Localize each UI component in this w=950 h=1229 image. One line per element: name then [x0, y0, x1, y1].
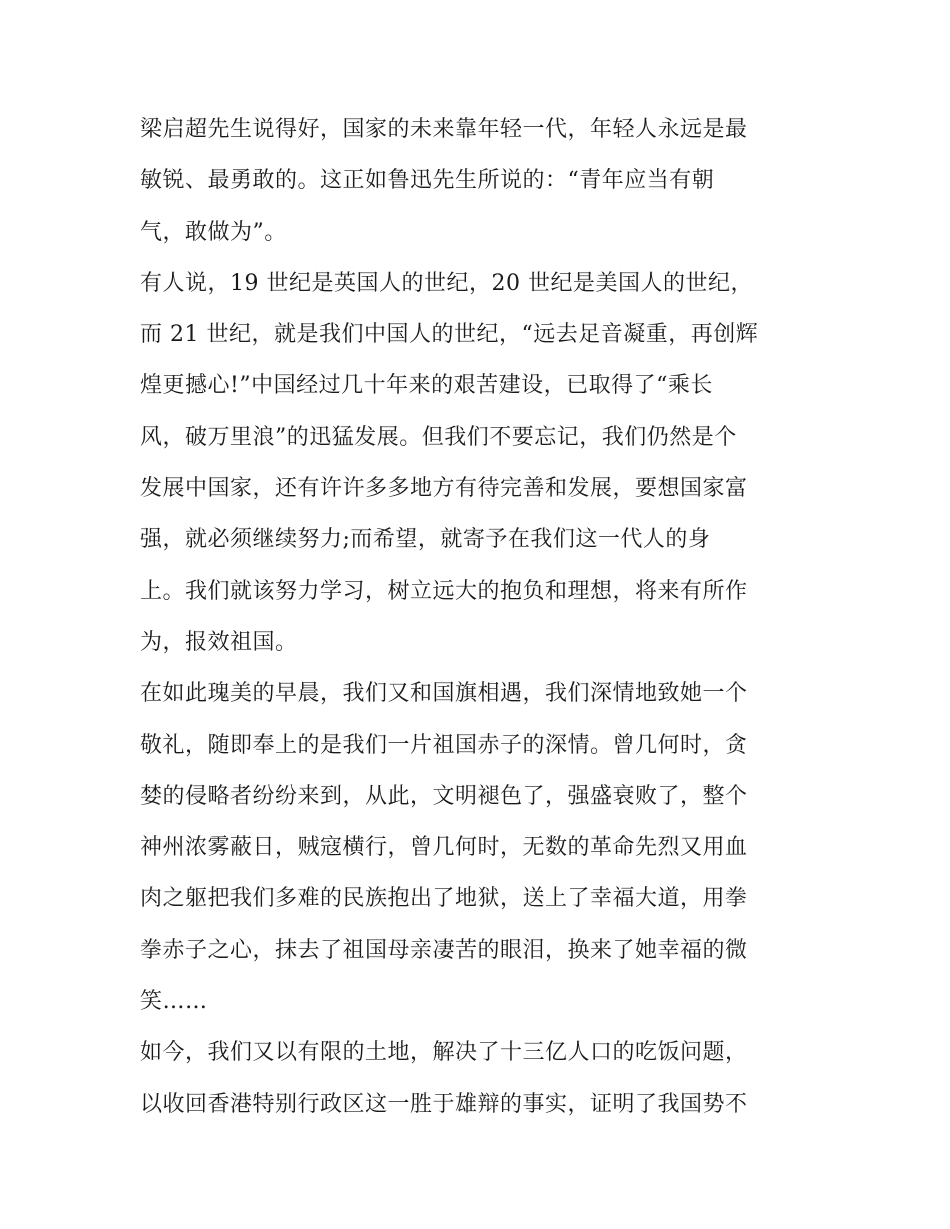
text-line: 敬礼，随即奉上的是我们一片祖国赤子的深情。曾几何时，贪 [140, 732, 748, 758]
text-line: 神州浓雾蔽日，贼寇横行，曾几何时，无数的革命先烈又用血 [140, 835, 748, 861]
text-line: 发展中国家，还有许许多多地方有待完善和发展，要想国家富 [140, 476, 748, 502]
body-text [140, 104, 820, 1130]
text-line: 而 21 世纪，就是我们中国人的世纪，“远去足音凝重，再创辉 [140, 322, 759, 348]
text-line: 笑…… [140, 989, 208, 1015]
text-line: 敏锐、最勇敢的。这正如鲁迅先生所说的：“青年应当有朝 [140, 168, 715, 194]
text-line: 婪的侵略者纷纷来到，从此，文明褪色了，强盛衰败了，整个 [140, 783, 748, 809]
text-line: 气，敢做为”。 [140, 219, 287, 245]
text-line: 为，报效祖国。 [140, 629, 298, 655]
text-line: 拳赤子之心，抹去了祖国母亲凄苦的眼泪，换来了她幸福的微 [140, 937, 748, 963]
text-line: 如今，我们又以有限的土地，解决了十三亿人口的吃饭问题， [140, 1040, 748, 1066]
text-line: 以收回香港特别行政区这一胜于雄辩的事实，证明了我国势不 [140, 1091, 748, 1117]
text-line: 梁启超先生说得好，国家的未来靠年轻一代，年轻人永远是最 [140, 117, 748, 142]
text-line: 肉之躯把我们多难的民族抱出了地狱，送上了幸福大道，用拳 [140, 886, 748, 912]
text-line: 风，破万里浪”的迅猛发展。但我们不要忘记，我们仍然是个 [140, 424, 737, 450]
text-line: 强，就必须继续努力;而希望，就寄予在我们这一代人的身 [140, 527, 711, 553]
text-line: 煌更撼心!”中国经过几十年来的艰苦建设，已取得了“乘长 [140, 373, 713, 399]
text-line: 有人说，19 世纪是英国人的世纪，20 世纪是美国人的世纪， [140, 270, 753, 296]
text-line: 在如此瑰美的早晨，我们又和国旗相遇，我们深情地致她一个 [140, 681, 748, 707]
text-line: 上。我们就该努力学习，树立远大的抱负和理想，将来有所作 [140, 578, 748, 604]
